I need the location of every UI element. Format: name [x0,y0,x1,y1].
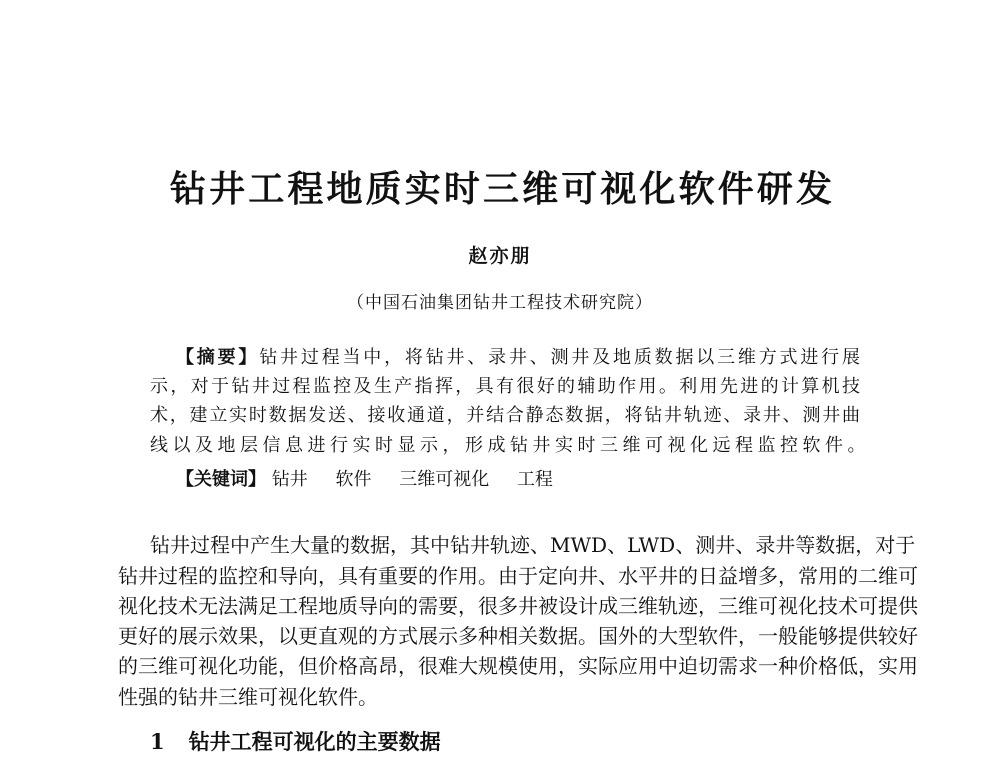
keyword: 钻井 [271,469,308,490]
abstract-label: 【摘要】 [176,347,260,368]
body-line-4: 更好的展示效果，以更直观的方式展示多种相关数据。国外的大型软件，一般能够提供较好 [118,624,918,648]
section-heading [150,726,441,756]
keywords [176,468,575,492]
body-line-3: 视化技术无法满足工程地质导向的需要，很多井被设计成三维轨迹，三维可视化技术可提供 [118,594,918,618]
affiliation: （中国石油集团钻井工程技术研究院） [347,293,653,313]
keywords-label: 【关键词】 [176,469,266,490]
body-line-5: 的三维可视化功能，但价格高昂，很难大规模使用，实际应用中迫切需求一种价格低，实用 [118,654,918,678]
abstract-line-2: 示，对于钻井过程监控及生产指挥，具有很好的辅助作用。利用先进的计算机技 [150,376,860,397]
body-line-6: 性强的钻井三维可视化软件。 [118,685,378,709]
abstract-text: 钻井过程当中，将钻井、录井、测井及地质数据以三维方式进行展 [259,347,860,368]
body-line-1: 钻井过程中产生大量的数据，其中钻井轨迹、MWD、LWD、测井、录井等数据，对于 [150,533,916,557]
paper-title: 钻井工程地质实时三维可视化软件研发 [170,169,832,210]
body-line-2: 钻井过程的监控和导向，具有重要的作用。由于定向井、水平井的日益增多，常用的二维可 [118,564,918,588]
keyword: 三维可视化 [399,469,490,490]
abstract-line-4: 线以及地层信息进行实时显示，形成钻井实时三维可视化远程监控软件。 [150,435,870,456]
keyword: 软件 [335,469,372,490]
keyword: 工程 [516,469,553,490]
abstract-line-3: 术，建立实时数据发送、接收通道，并结合静态数据，将钻井轨迹、录井、测井曲 [150,405,860,426]
section-title: 钻井工程可视化的主要数据 [188,729,441,754]
abstract-line-1 [176,346,860,370]
section-number: 1 [150,729,165,754]
author: 赵亦朋 [468,245,532,267]
